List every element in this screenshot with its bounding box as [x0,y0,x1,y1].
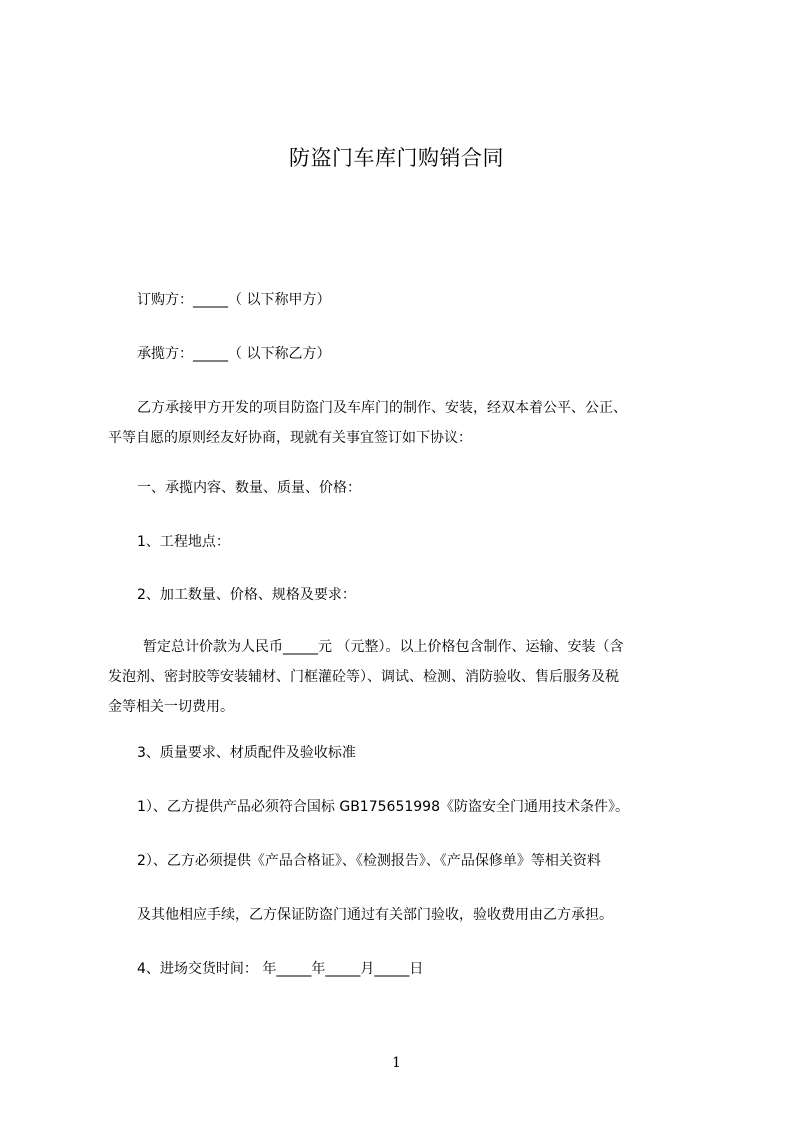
item-3-quality: 3、质量要求、材质配件及验收标准 [137,745,356,761]
item-2-quantity: 2、加工数量、价格、规格及要求： [137,587,356,603]
intro-line-2: 平等自愿的原则经友好协商，现就有关事宜签订如下协议： [108,430,472,446]
page-number: 1 [392,1055,401,1071]
item-3-2-continued: 及其他相应手续，乙方保证防盗门通过有关部门验收，验收费用由乙方承担。 [137,907,613,923]
item-3-2: 2）、乙方必须提供《产品合格证》、《检测报告》、《产品保修单》等相关资料 [137,853,601,869]
price-line-2: 发泡剂、密封胶等安装辅材、门框灌砼等）、调试、检测、消防验收、售后服务及税 [108,669,619,685]
contractor-line: 承揽方：_____（ 以下称乙方） [137,346,331,362]
section-1-heading: 一、承揽内容、数量、质量、价格： [137,480,361,496]
price-line-3: 金等相关一切费用。 [108,699,234,715]
intro-line-1: 乙方承接甲方开发的项目防盗门及车库门的制作、安装，经双本着公平、公正、 [137,400,627,416]
price-paragraph [108,632,698,722]
item-3-1: 1）、乙方提供产品必须符合国标 GB175651998《防盗安全门通用技术条件》。 [137,799,629,815]
page-title: 防盗门车库门购销合同 [289,146,504,170]
buyer-line: 订购方：_____（ 以下称甲方） [137,292,331,308]
item-1-site: 1、工程地点： [137,534,230,550]
price-line-1: 暂定总计价款为人民币_____元 （元整）。以上价格包含制作、运输、安装（含 [143,639,624,655]
item-4-delivery: 4、进场交货时间： 年_____年_____月_____日 [137,961,424,977]
intro-paragraph [108,393,698,453]
